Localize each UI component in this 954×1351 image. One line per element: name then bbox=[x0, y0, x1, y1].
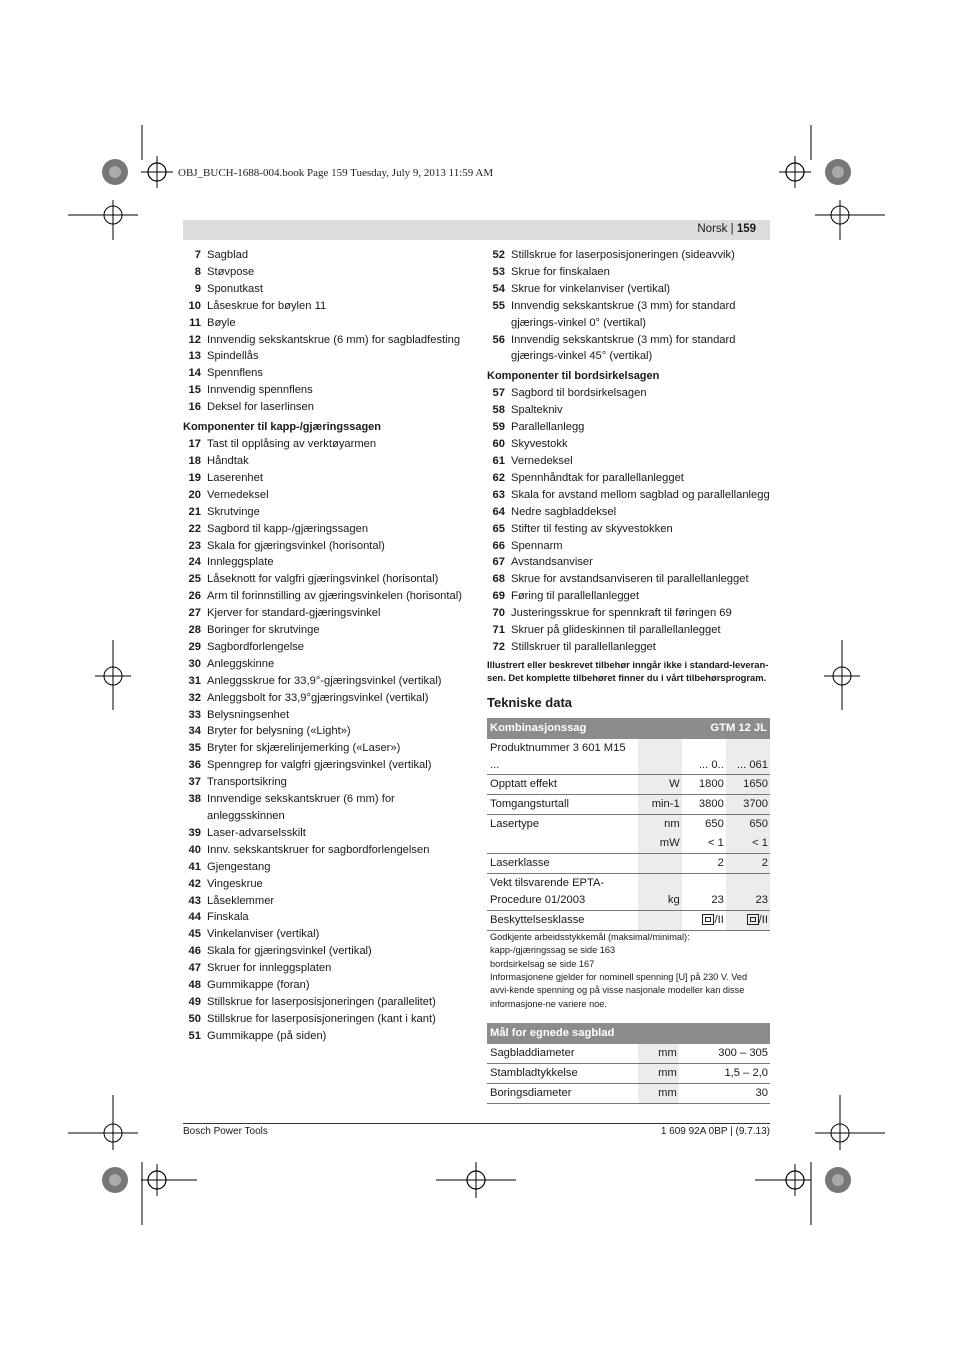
registration-mark-bottom-right bbox=[755, 1150, 855, 1230]
item-number: 18 bbox=[188, 454, 201, 467]
list-item bbox=[183, 690, 473, 707]
item-text: Låseskrue for bøylen 11 bbox=[207, 299, 327, 312]
list-item bbox=[487, 605, 770, 622]
list-item bbox=[487, 419, 770, 436]
item-text: Nedre sagbladdeksel bbox=[511, 505, 617, 518]
item-text: Innvendig spennflens bbox=[207, 384, 313, 397]
table-row bbox=[487, 815, 770, 834]
header-separator: | bbox=[730, 223, 734, 235]
row-value-1: 2 bbox=[682, 854, 726, 874]
row-unit: mm bbox=[638, 1063, 679, 1083]
list-item bbox=[487, 538, 770, 555]
footer-rule bbox=[183, 1123, 770, 1124]
footer-docnumber: 1 609 92A 0BP | (9.7.13) bbox=[660, 1126, 770, 1137]
protection-class-value: /II bbox=[758, 913, 768, 926]
item-number: 34 bbox=[188, 725, 201, 738]
list-item bbox=[183, 332, 473, 349]
list-item bbox=[183, 639, 473, 656]
item-number: 70 bbox=[492, 607, 505, 620]
list-item bbox=[183, 315, 473, 332]
item-text: Spindellås bbox=[207, 350, 259, 363]
item-text: Stillskrue for laserposisjoneringen (kant i kant) bbox=[207, 1012, 436, 1025]
row-value-1: 650 bbox=[705, 818, 724, 831]
item-number: 45 bbox=[188, 928, 201, 941]
registration-mark-side-left-top bbox=[68, 195, 148, 245]
item-text: Sagblad bbox=[207, 249, 249, 261]
item-text: Sponutkast bbox=[207, 282, 263, 295]
list-item bbox=[183, 893, 473, 910]
list-item bbox=[183, 382, 473, 399]
item-number: 53 bbox=[492, 265, 505, 278]
item-number: 9 bbox=[194, 282, 201, 295]
list-item bbox=[487, 622, 770, 639]
item-number: 48 bbox=[188, 979, 201, 992]
list-item bbox=[487, 436, 770, 453]
list-item bbox=[487, 332, 770, 366]
item-text: Gummikappe (på siden) bbox=[207, 1029, 327, 1042]
component-list bbox=[183, 247, 473, 416]
item-number: 62 bbox=[492, 471, 505, 484]
item-text: Gjengestang bbox=[207, 860, 271, 873]
row-unit: min-1 bbox=[638, 795, 682, 815]
item-number: 13 bbox=[188, 350, 201, 363]
item-number: 58 bbox=[492, 404, 505, 417]
item-text: Føring til parallellanlegget bbox=[511, 590, 640, 603]
list-item bbox=[183, 399, 473, 416]
list-item bbox=[183, 554, 473, 571]
item-text: Parallellanlegg bbox=[511, 421, 585, 434]
language-label: Norsk bbox=[697, 223, 728, 235]
table-header-label: Mål for egnede sagblad bbox=[487, 1023, 770, 1044]
list-item bbox=[183, 1011, 473, 1028]
item-text: Tast til opplåsing av verktøyarmen bbox=[207, 438, 377, 451]
item-text: Vinkelanviser (vertikal) bbox=[207, 928, 320, 941]
item-number: 35 bbox=[188, 742, 201, 755]
item-text: Vernedeksel bbox=[511, 454, 573, 467]
list-item bbox=[183, 1028, 473, 1045]
item-text: Innvendig sekskantskrue (3 mm) for standard gjærings-vinkel 0° (vertikal) bbox=[511, 299, 736, 329]
list-item bbox=[183, 298, 473, 315]
section-heading: Komponenter til kapp-/gjæringssagen bbox=[183, 421, 382, 434]
list-item bbox=[487, 247, 770, 264]
row-value-2: 2 bbox=[726, 854, 770, 874]
list-item bbox=[487, 639, 770, 656]
item-number: 38 bbox=[188, 793, 201, 806]
list-item bbox=[487, 554, 770, 571]
list-item bbox=[487, 385, 770, 402]
table-row bbox=[487, 854, 770, 874]
item-text: Spaltekniv bbox=[511, 404, 563, 417]
row-unit: kg bbox=[638, 874, 682, 911]
item-text: Skruer for innleggsplaten bbox=[207, 962, 332, 975]
registration-mark-bottom-left bbox=[100, 1150, 200, 1230]
row-value: 300 – 305 bbox=[679, 1044, 770, 1063]
item-number: 15 bbox=[188, 384, 201, 397]
item-number: 68 bbox=[492, 573, 505, 586]
component-list bbox=[183, 436, 473, 1045]
table-notes-row bbox=[487, 930, 770, 1015]
item-number: 54 bbox=[492, 282, 505, 295]
row-value: 1,5 – 2,0 bbox=[679, 1063, 770, 1083]
item-text: Deksel for laserlinsen bbox=[207, 401, 314, 414]
right-column bbox=[487, 247, 770, 1104]
footer-brand: Bosch Power Tools bbox=[183, 1126, 268, 1137]
protection-class-icon bbox=[702, 914, 714, 925]
item-text: Skrutvinge bbox=[207, 505, 260, 518]
table-row bbox=[487, 1044, 770, 1063]
row-value-2: 3700 bbox=[726, 795, 770, 815]
row-unit: mW bbox=[638, 834, 682, 853]
row-unit bbox=[638, 739, 682, 775]
item-text: Innvendige sekskantskruer (6 mm) for anleggsskinnen bbox=[207, 793, 395, 822]
list-item bbox=[183, 605, 473, 622]
item-text: Bryter for belysning («Light») bbox=[207, 725, 351, 738]
item-number: 66 bbox=[492, 539, 505, 552]
item-text: Skrue for vinkelanviser (vertikal) bbox=[511, 282, 671, 295]
item-text: Anleggsskrue for 33,9°-gjæringsvinkel (vertikal) bbox=[207, 674, 442, 687]
list-item bbox=[183, 723, 473, 740]
item-number: 71 bbox=[492, 624, 505, 637]
row-label bbox=[487, 834, 638, 853]
table-note: kapp-/gjæringssag se side 163 bbox=[490, 945, 616, 956]
item-text: Stillskrue for laserposisjoneringen (sideavvik) bbox=[511, 249, 735, 261]
item-number: 22 bbox=[188, 522, 201, 535]
row-label: Laserklasse bbox=[487, 854, 638, 874]
item-text: Finskala bbox=[207, 911, 249, 924]
row-unit: W bbox=[638, 775, 682, 795]
list-item bbox=[183, 622, 473, 639]
row-label: Beskyttelsesklasse bbox=[487, 910, 638, 930]
table-row bbox=[487, 1083, 770, 1103]
item-text: Stillskrue for laserposisjoneringen (parallelitet) bbox=[207, 995, 436, 1008]
item-number: 26 bbox=[188, 590, 201, 603]
item-text: Skyvestokk bbox=[511, 438, 568, 451]
item-number: 39 bbox=[188, 826, 201, 839]
page-header bbox=[183, 220, 770, 240]
item-number: 69 bbox=[492, 590, 505, 603]
list-item bbox=[183, 487, 473, 504]
list-item bbox=[487, 571, 770, 588]
list-item bbox=[183, 281, 473, 298]
item-text: Arm til forinnstilling av gjæringsvinkelen (horisontal) bbox=[207, 590, 462, 603]
item-number: 30 bbox=[188, 657, 201, 670]
registration-mark-bottom-center bbox=[436, 1160, 516, 1200]
list-item bbox=[487, 487, 770, 504]
component-list bbox=[487, 247, 770, 365]
registration-mark-mid-right bbox=[820, 640, 870, 710]
item-text: Vernedeksel bbox=[207, 488, 269, 501]
list-item bbox=[487, 453, 770, 470]
item-number: 20 bbox=[188, 488, 201, 501]
registration-mark-mid-left bbox=[85, 640, 135, 710]
item-text: Vingeskrue bbox=[207, 877, 263, 890]
item-text: Låseknott for valgfri gjæringsvinkel (horisontal) bbox=[207, 573, 439, 586]
row-value-2: ... 061 bbox=[726, 739, 770, 775]
item-number: 16 bbox=[188, 401, 201, 414]
component-list bbox=[487, 385, 770, 656]
item-number: 19 bbox=[188, 471, 201, 484]
item-number: 47 bbox=[188, 962, 201, 975]
item-text: Laser-advarselsskilt bbox=[207, 826, 306, 839]
list-item bbox=[183, 943, 473, 960]
row-label: Sagbladdiameter bbox=[487, 1044, 638, 1063]
protection-class-icon bbox=[747, 914, 759, 925]
item-text: Innleggsplate bbox=[207, 556, 274, 569]
list-item bbox=[183, 470, 473, 487]
item-text: Skala for gjæringsvinkel (horisontal) bbox=[207, 539, 385, 552]
item-text: Spennflens bbox=[207, 367, 263, 380]
list-item bbox=[183, 707, 473, 724]
table-header-model: GTM 12 JL bbox=[682, 718, 770, 739]
list-item bbox=[183, 521, 473, 538]
row-label: Stambladtykkelse bbox=[487, 1063, 638, 1083]
item-number: 51 bbox=[188, 1029, 201, 1042]
left-column bbox=[183, 247, 473, 1045]
item-number: 56 bbox=[492, 333, 505, 346]
protection-class-value: /II bbox=[714, 913, 724, 926]
list-item bbox=[487, 298, 770, 332]
item-number: 14 bbox=[188, 367, 201, 380]
item-text: Håndtak bbox=[207, 454, 249, 467]
list-item bbox=[183, 994, 473, 1011]
row-label: Vekt tilsvarende EPTA-Procedure 01/2003 bbox=[487, 874, 638, 911]
row-value-2: 1650 bbox=[726, 775, 770, 795]
list-item bbox=[183, 842, 473, 859]
item-number: 61 bbox=[492, 454, 505, 467]
item-text: Avstandsanviser bbox=[511, 556, 593, 569]
item-number: 72 bbox=[492, 640, 505, 653]
item-number: 17 bbox=[188, 438, 201, 451]
registration-mark-bottom-right-side bbox=[815, 1095, 895, 1155]
table-notes bbox=[487, 930, 770, 1015]
item-text: Innvendig sekskantskrue (6 mm) for sagbladfesting bbox=[207, 333, 461, 346]
item-number: 44 bbox=[188, 911, 201, 924]
item-number: 50 bbox=[188, 1012, 201, 1025]
item-number: 65 bbox=[492, 522, 505, 535]
table-note: bordsirkelsag se side 167 bbox=[490, 958, 595, 969]
registration-mark-side-right-top bbox=[815, 195, 895, 245]
print-header: OBJ_BUCH-1688-004.book Page 159 Tuesday, July 9, 2013 11:59 AM bbox=[178, 167, 494, 179]
item-text: Bryter for skjærelinjemerking («Laser») bbox=[207, 742, 401, 755]
list-item bbox=[183, 876, 473, 893]
item-number: 29 bbox=[188, 640, 201, 653]
list-item bbox=[183, 656, 473, 673]
item-text: Justeringsskrue for spennkraft til føringen 69 bbox=[511, 607, 732, 620]
page-header-label bbox=[697, 223, 756, 235]
table-note: Informasjonene gjelder for nominell spenning [U] på 230 V. Ved avvi-kende spenning og på visse nasjonale modeller kan disse informasjone-ne variere noe. bbox=[490, 971, 748, 1009]
list-item bbox=[183, 504, 473, 521]
item-number: 63 bbox=[492, 488, 505, 501]
item-number: 60 bbox=[492, 438, 505, 451]
list-item bbox=[487, 470, 770, 487]
list-item bbox=[183, 264, 473, 281]
item-number: 12 bbox=[188, 333, 201, 346]
item-text: Skala for gjæringsvinkel (vertikal) bbox=[207, 945, 372, 958]
row-unit: mm bbox=[638, 1044, 679, 1063]
table-row bbox=[487, 739, 770, 775]
item-text: Skruer på glideskinnen til parallellanlegget bbox=[511, 624, 721, 637]
item-text: Anleggsbolt for 33,9°gjæringsvinkel (vertikal) bbox=[207, 691, 429, 704]
row-value: 30 bbox=[679, 1083, 770, 1103]
row-value-2: 650 bbox=[726, 815, 770, 834]
item-number: 10 bbox=[188, 299, 201, 312]
item-number: 57 bbox=[492, 387, 505, 400]
item-number: 46 bbox=[188, 945, 201, 958]
item-text: Sagbord til kapp-/gjæringssagen bbox=[207, 522, 369, 535]
row-value-1: 23 bbox=[682, 874, 726, 911]
row-value-1: < 1 bbox=[682, 834, 726, 853]
item-number: 52 bbox=[492, 249, 505, 261]
section-heading: Komponenter til bordsirkelsagen bbox=[487, 370, 660, 383]
sawblade-table bbox=[487, 1023, 770, 1104]
accessory-note: Illustrert eller beskrevet tilbehør inngår ikke i standard-leveran-sen. Det komplette tilbehøret finner du i vårt tilbehørsprogram. bbox=[487, 658, 769, 683]
item-number: 27 bbox=[188, 607, 201, 620]
item-text: Laserenhet bbox=[207, 471, 263, 484]
table-note: Godkjente arbeidsstykkemål (maksimal/minimal): bbox=[490, 931, 690, 942]
list-item bbox=[183, 859, 473, 876]
row-value-2: 23 bbox=[726, 874, 770, 911]
item-number: 11 bbox=[189, 316, 201, 329]
row-value-1: ... 0.. bbox=[682, 739, 726, 775]
row-unit bbox=[638, 854, 682, 874]
row-unit: mm bbox=[638, 1083, 679, 1103]
table-row bbox=[487, 874, 770, 911]
item-number: 55 bbox=[492, 299, 505, 312]
item-number: 8 bbox=[194, 265, 201, 278]
item-text: Bøyle bbox=[207, 316, 236, 329]
list-item bbox=[183, 977, 473, 994]
item-number: 59 bbox=[492, 421, 505, 434]
list-item bbox=[183, 673, 473, 690]
list-item bbox=[487, 281, 770, 298]
list-item bbox=[183, 791, 473, 825]
item-number: 25 bbox=[188, 573, 201, 586]
row-label: Opptatt effekt bbox=[487, 775, 638, 795]
item-number: 42 bbox=[188, 877, 201, 890]
item-text: Gummikappe (foran) bbox=[207, 979, 310, 992]
item-number: 24 bbox=[188, 556, 201, 569]
item-number: 64 bbox=[492, 505, 505, 518]
row-value-1 bbox=[682, 910, 726, 930]
list-item bbox=[183, 825, 473, 842]
list-item bbox=[487, 588, 770, 605]
list-item bbox=[183, 453, 473, 470]
item-text: Støvpose bbox=[207, 265, 255, 278]
list-item bbox=[183, 538, 473, 555]
item-number: 28 bbox=[188, 624, 201, 637]
item-text: Spenngrep for valgfri gjæringsvinkel (vertikal) bbox=[207, 759, 432, 772]
item-text: Kjerver for standard-gjæringsvinkel bbox=[207, 607, 381, 620]
row-value-1: 3800 bbox=[682, 795, 726, 815]
row-unit bbox=[638, 910, 682, 930]
item-text: Spennarm bbox=[511, 539, 563, 552]
table-row bbox=[487, 1063, 770, 1083]
tech-data-table bbox=[487, 718, 770, 1015]
item-text: Låseklemmer bbox=[207, 894, 275, 907]
item-text: Stifter til festing av skyvestokken bbox=[511, 522, 673, 535]
item-text: Skala for avstand mellom sagblad og parallellanlegg bbox=[511, 488, 770, 501]
row-unit: nm bbox=[638, 815, 682, 834]
table-header-label: Kombinasjonssag bbox=[487, 718, 682, 739]
page-number: 159 bbox=[736, 223, 756, 235]
item-text: Skrue for finskalaen bbox=[511, 265, 610, 278]
table-row bbox=[487, 795, 770, 815]
item-number: 36 bbox=[188, 759, 201, 772]
table-row bbox=[487, 834, 770, 853]
row-value-2: < 1 bbox=[726, 834, 770, 853]
row-label: Produktnummer 3 601 M15 ... bbox=[487, 739, 638, 775]
list-item bbox=[183, 926, 473, 943]
list-item bbox=[183, 740, 473, 757]
item-number: 32 bbox=[188, 691, 201, 704]
row-label: Boringsdiameter bbox=[487, 1083, 638, 1103]
list-item bbox=[183, 348, 473, 365]
item-number: 33 bbox=[188, 708, 201, 721]
item-text: Belysningsenhet bbox=[207, 708, 290, 721]
row-value-1: 1800 bbox=[682, 775, 726, 795]
item-number: 41 bbox=[188, 860, 201, 873]
item-text: Sagbord til bordsirkelsagen bbox=[511, 387, 647, 400]
list-item bbox=[183, 588, 473, 605]
table-row bbox=[487, 910, 770, 930]
item-number: 49 bbox=[188, 995, 201, 1008]
registration-mark-bottom-left-side bbox=[68, 1095, 148, 1155]
list-item bbox=[487, 402, 770, 419]
list-item bbox=[183, 960, 473, 977]
item-number: 43 bbox=[188, 894, 201, 907]
list-item bbox=[183, 571, 473, 588]
list-item bbox=[487, 504, 770, 521]
item-text: Skrue for avstandsanviseren til parallellanlegget bbox=[511, 573, 749, 586]
item-text: Transportsikring bbox=[207, 776, 287, 789]
tech-data-heading: Tekniske data bbox=[487, 694, 573, 710]
item-number: 7 bbox=[194, 249, 201, 261]
row-label: Tomgangsturtall bbox=[487, 795, 638, 815]
list-item bbox=[183, 774, 473, 791]
row-label: Lasertype bbox=[490, 818, 540, 831]
item-number: 67 bbox=[492, 556, 505, 569]
item-number: 23 bbox=[188, 539, 201, 552]
item-number: 21 bbox=[188, 505, 201, 518]
list-item bbox=[183, 757, 473, 774]
item-text: Anleggskinne bbox=[207, 657, 275, 670]
item-text: Innvendig sekskantskrue (3 mm) for standard gjærings-vinkel 45° (vertikal) bbox=[511, 333, 736, 363]
item-number: 40 bbox=[188, 843, 201, 856]
list-item bbox=[183, 436, 473, 453]
item-text: Stillskruer til parallellanlegget bbox=[511, 640, 656, 653]
list-item bbox=[183, 909, 473, 926]
item-text: Sagbordforlengelse bbox=[207, 640, 305, 653]
item-text: Boringer for skrutvinge bbox=[207, 624, 320, 637]
row-value-2 bbox=[726, 910, 770, 930]
table-row bbox=[487, 775, 770, 795]
item-text: Spennhåndtak for parallellanlegget bbox=[511, 471, 684, 484]
item-text: Innv. sekskantskruer for sagbordforlengelsen bbox=[207, 843, 430, 856]
item-number: 37 bbox=[188, 776, 201, 789]
list-item bbox=[487, 264, 770, 281]
list-item bbox=[183, 365, 473, 382]
list-item bbox=[487, 521, 770, 538]
item-number: 31 bbox=[188, 674, 201, 687]
list-item bbox=[183, 247, 473, 264]
